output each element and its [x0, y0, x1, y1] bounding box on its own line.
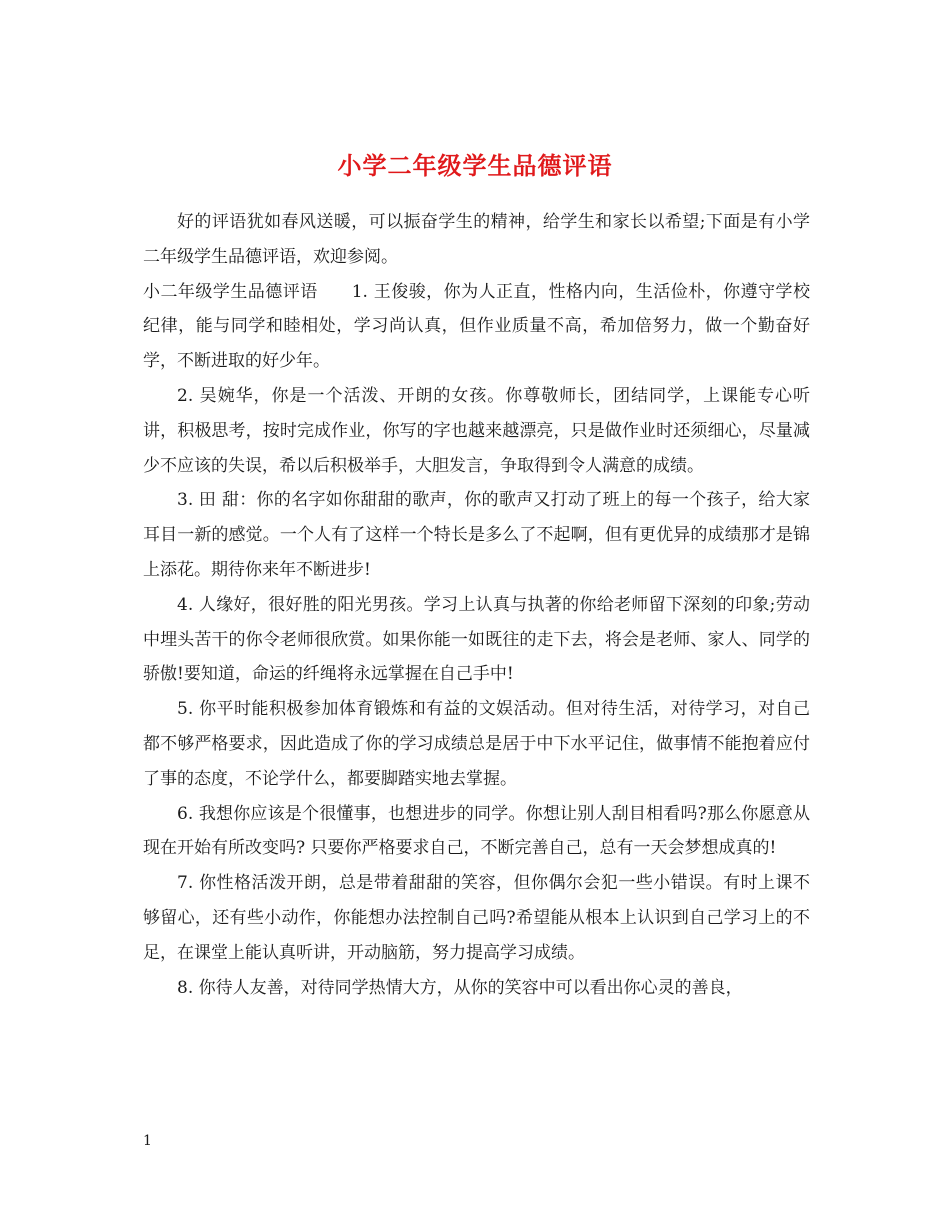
comment-item-6: 6. 我想你应该是个很懂事，也想进步的同学。你想让别人刮目相看吗?那么你愿意从现在开始有所改变吗? 只要你严格要求自己，不断完善自己，总有一天会梦想成真的!: [143, 803, 810, 859]
comment-item-3: 3. 田 甜：你的名字如你甜甜的歌声，你的歌声又打动了班上的每一个孩子，给大家耳目一新的感觉。一个人有了这样一个特长是多么了不起啊，但有更优异的成绩那才是锦上添花。期待你来年不断进步!: [143, 490, 810, 580]
page-number: 1: [143, 1133, 152, 1149]
comment-item-7: 7. 你性格活泼开朗，总是带着甜甜的笑容，但你偶尔会犯一些小错误。有时上课不够留心，还有些小动作，你能想办法控制自己吗?希望能从根本上认识到自己学习上的不足，在课堂上能认真听讲，开动脑筋，努力提高学习成绩。: [143, 873, 810, 963]
comment-item-1: 1. 王俊骏，你为人正直，性格内向，生活俭朴，你遵守学校纪律，能与同学和睦相处，学习尚认真，但作业质量不高，希加倍努力，做一个勤奋好学，不断进取的好少年。: [143, 281, 811, 372]
comment-item-4: 4. 人缘好，很好胜的阳光男孩。学习上认真与执著的你给老师留下深刻的印象;劳动中埋头苦干的你令老师很欣赏。如果你能一如既往的走下去，将会是老师、家人、同学的骄傲!要知道，命运的纤绳将永远掌握在自己手中!: [143, 594, 810, 685]
comment-item-2: 2. 吴婉华，你是一个活泼、开朗的女孩。你尊敬师长，团结同学，上课能专心听讲，积极思考，按时完成作业，你写的字也越来越漂亮，只是做作业时还须细心，尽量减少不应该的失误，希以后积极举手，大胆发言，争取得到令人满意的成绩。: [143, 385, 810, 476]
page-title: 小学二年级学生品德评语: [337, 151, 613, 181]
comment-item-5: 5. 你平时能积极参加体育锻炼和有益的文娱活动。但对待生活，对待学习，对自己都不够严格要求，因此造成了你的学习成绩总是居于中下水平记住，做事情不能抱着应付了事的态度，不论学什么，都要脚踏实地去掌握。: [143, 699, 810, 789]
section-label: 小二年级学生品德评语: [143, 281, 318, 302]
comment-item-8: 8. 你待人友善，对待同学热情大方，从你的笑容中可以看出你心灵的善良，: [177, 977, 743, 998]
intro-paragraph: 好的评语犹如春风送暖，可以振奋学生的精神，给学生和家长以希望;下面是有小学二年级学生品德评语，欢迎参阅。: [143, 212, 810, 267]
document-body: [143, 205, 810, 1005]
first-item-paragraph: [143, 275, 810, 379]
